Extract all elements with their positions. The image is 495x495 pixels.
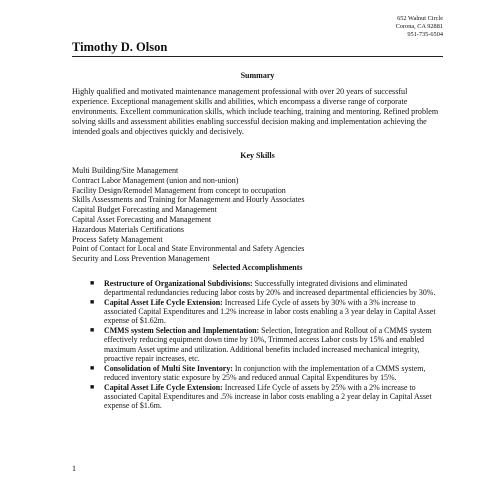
skill-item: Security and Loss Prevention Management: [72, 254, 210, 264]
accomplishment-title: Capital Asset Life Cycle Extension:: [104, 298, 223, 307]
accomplishment-item: [90, 364, 444, 382]
accomplishment-item: [90, 298, 444, 326]
bullet-icon: ■: [90, 363, 95, 372]
skill-item: Point of Contact for Local and State Environmental and Safety Agencies: [72, 244, 305, 254]
header-divider: [72, 56, 443, 57]
accomplishment-item: [90, 279, 444, 297]
accomplishment-text: Successfully integrated divisions and eliminated departmental redundancies reducing labor costs by 20% and increased departmental efficiencies by 30%.: [104, 279, 436, 298]
skill-item: Facility Design/Remodel Management from concept to occupation: [72, 185, 286, 195]
phone-number: 951-735-6504: [407, 31, 443, 39]
accomplishment-title: Capital Asset Life Cycle Extension:: [104, 382, 223, 392]
accomplishment-text: Increased Life Cycle of assets by 25% with a 2% increase to associated Capital Expenditures and .5% increase in labor costs enabling a 2 year delay in Capital Asset expense of $1.6m.: [104, 382, 432, 411]
key-skills-list: [72, 166, 444, 264]
accomplishments-list: [90, 279, 444, 411]
skill-item: Contract Labor Management (union and non-union): [72, 175, 239, 185]
summary-paragraph: Highly qualified and motivated maintenance management professional with over 20 years of successful experience. Exceptional management skills and abilities, which encompass a diverse range of corporate environments. Excellent communication skills, which include teaching, training and mentoring. Refined problem solving skills and assessment abilities enabling successful decision making and implementation achieving the intended goals and objectives quickly and decisively.: [72, 87, 439, 136]
skill-item: Hazardous Materials Certifications: [72, 224, 184, 234]
accomplishment-text: In conjunction with the implementation of a CMMS system, reduced inventory static exposure by 25% and reduced annual Capital Expenditures by 15%.: [104, 363, 426, 382]
accomplishment-text: Selection, Integration and Rollout of a CMMS system effectively reducing equipment down time by 10%, Trimmed access Labor costs by 15% and enabled maximum Asset uptime and utilization. Additional benefits included increased mechanical integrity, proactive repair increases, etc.: [104, 326, 432, 363]
accomplishment-title: Consolidation of Multi Site Inventory:: [104, 363, 233, 373]
summary-heading: Summary: [240, 71, 275, 80]
bullet-icon: ■: [90, 298, 95, 306]
bullet-icon: ■: [90, 326, 95, 335]
accomplishment-title: CMMS system Selection and Implementation:: [104, 326, 260, 336]
skill-item: Capital Budget Forecasting and Management: [72, 205, 217, 215]
skill-item: Process Safety Management: [72, 234, 163, 244]
page-number: 1: [72, 464, 76, 473]
address-line-street: 652 Walnut Circle: [397, 15, 443, 22]
accomplishment-item: [90, 383, 444, 411]
skill-item: Capital Asset Forecasting and Management: [72, 214, 212, 224]
bullet-icon: ■: [90, 279, 95, 287]
bullet-icon: ■: [90, 382, 95, 391]
address-line-city: Corona, CA 92881: [395, 23, 443, 31]
accomplishment-title: Restructure of Organizational Subdivisions:: [104, 279, 253, 288]
accomplishment-item: [90, 326, 444, 363]
candidate-name: Timothy D. Olson: [72, 40, 168, 54]
accomplishments-heading: Selected Accomplishments: [212, 263, 303, 272]
skill-item: Skills Assessments and Training for Management and Hourly Associates: [72, 195, 305, 205]
contact-address-block: [396, 15, 443, 40]
skill-item: Multi Building/Site Management: [72, 166, 179, 175]
accomplishment-text: Increased Life Cycle of assets by 30% with a 3% increase to associated Capital Expenditures and 1.2% increase in labor costs enabling a 3 year delay in Capital Asset expense of $1.62m.: [104, 298, 436, 326]
key-skills-heading: Key Skills: [240, 151, 275, 160]
